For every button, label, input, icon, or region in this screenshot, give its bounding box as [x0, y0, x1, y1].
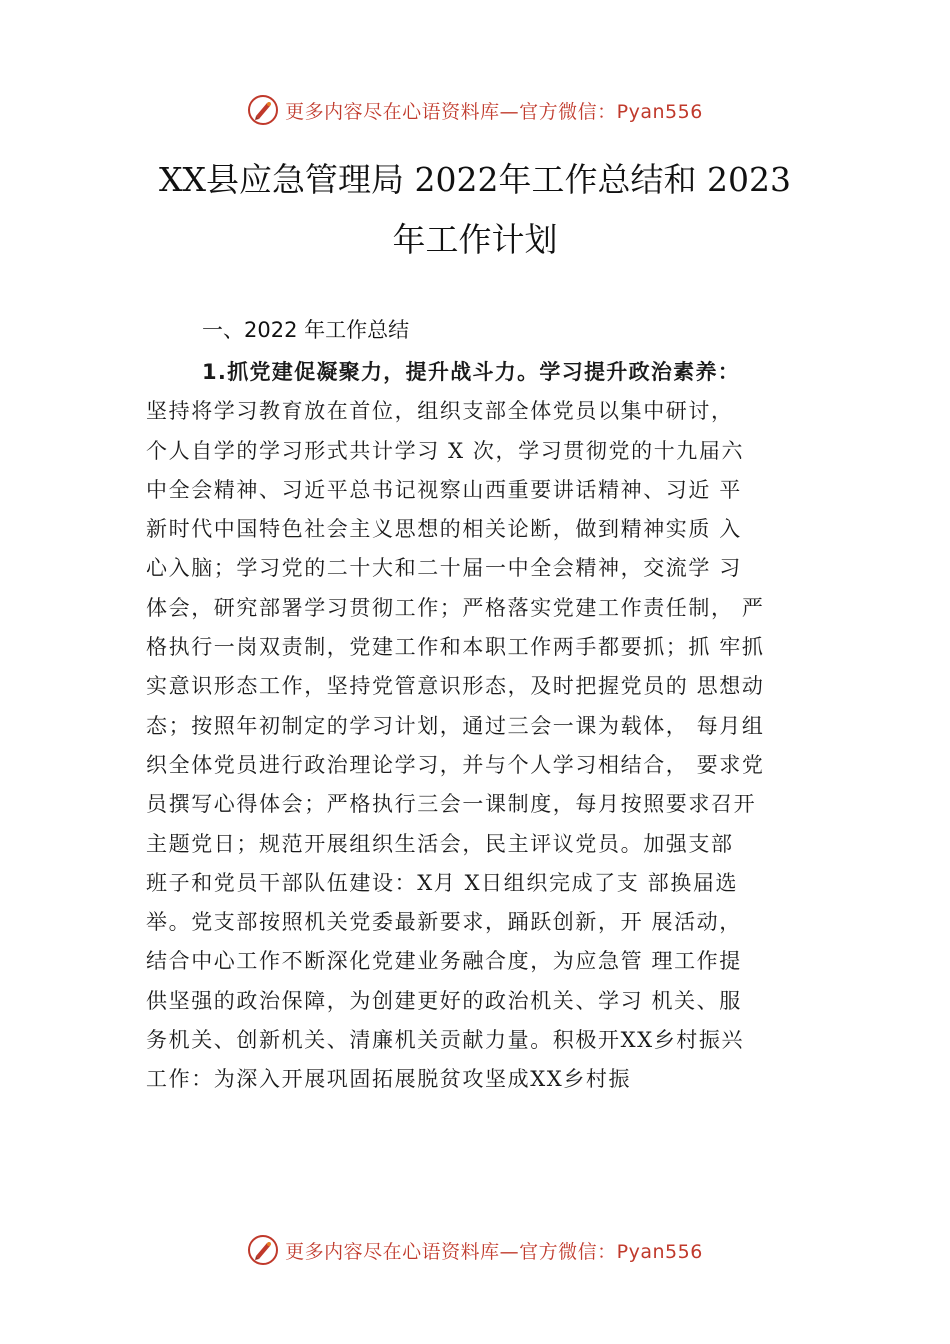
watermark-text: 更多内容尽在心语资料库—官方微信：Pyan556 [285, 1240, 703, 1263]
paragraph-line: 举。党支部按照机关党委最新要求，踊跃创新，开 展活动， [146, 910, 742, 935]
paragraph-line: 班子和党员干部队伍建设：X月 X日组织完成了支 部换届选 [146, 870, 739, 895]
paragraph-line: 格执行一岗双责制，党建工作和本职工作两手都要抓；抓 牢抓 [146, 635, 765, 660]
pen-logo-icon [247, 94, 279, 126]
paragraph-line: 个人自学的学习形式共计学习 X 次，学习贯彻党的十九届六 [146, 438, 745, 463]
paragraph-line: 新时代中国特色社会主义思想的相关论断，做到精神实质 入 [146, 517, 742, 542]
paragraph-line: 工作：为深入开展巩固拓展脱贫攻坚成XX乡村振 [146, 1067, 632, 1092]
paragraph-line: 态；按照年初制定的学习计划，通过三会一课为载体， 每月组 [146, 713, 765, 738]
paragraph-line: 中全会精神、习近平总书记视察山西重要讲话精神、习近 平 [146, 477, 742, 502]
watermark-text: 更多内容尽在心语资料库—官方微信：Pyan556 [285, 100, 703, 123]
title-line-1: XX县应急管理局 2022年工作总结和 2023 [159, 160, 791, 199]
watermark-top [0, 94, 950, 126]
paragraph-line: 织全体党员进行政治理论学习，并与个人学习相结合， 要求党 [146, 752, 765, 777]
section-heading: 一、2022 年工作总结 [202, 318, 410, 342]
paragraph-lead: 1.抓党建促凝聚力，提升战斗力。学习提升政治素养： [202, 360, 741, 384]
paragraph-line: 实意识形态工作，坚持党管意识形态，及时把握党员的 思想动 [146, 674, 765, 699]
paragraph-line: 心入脑；学习党的二十大和二十届一中全会精神，交流学 习 [146, 556, 742, 581]
paragraph-line: 务机关、创新机关、清廉机关贡献力量。积极开XX乡村振兴 [146, 1028, 745, 1053]
paragraph-line: 结合中心工作不断深化党建业务融合度，为应急管 理工作提 [146, 949, 742, 974]
paragraph-line: 员撰写心得体会；严格执行三会一课制度，每月按照要求召开 [146, 792, 757, 817]
paragraph-line: 体会，研究部署学习贯彻工作；严格落实党建工作责任制， 严 [146, 595, 765, 620]
pen-logo-icon [247, 1234, 279, 1266]
watermark-bottom [0, 1234, 950, 1266]
document-title [100, 150, 850, 270]
paragraph-line: 坚持将学习教育放在首位，组织支部全体党员以集中研讨， [146, 399, 734, 424]
title-line-2: 年工作计划 [392, 220, 558, 259]
paragraph-line: 供坚强的政治保障，为创建更好的政治机关、学习 机关、服 [146, 988, 742, 1013]
body-paragraph [146, 353, 832, 1100]
paragraph-line: 主题党日；规范开展组织生活会，民主评议党员。加强支部 [146, 831, 734, 856]
